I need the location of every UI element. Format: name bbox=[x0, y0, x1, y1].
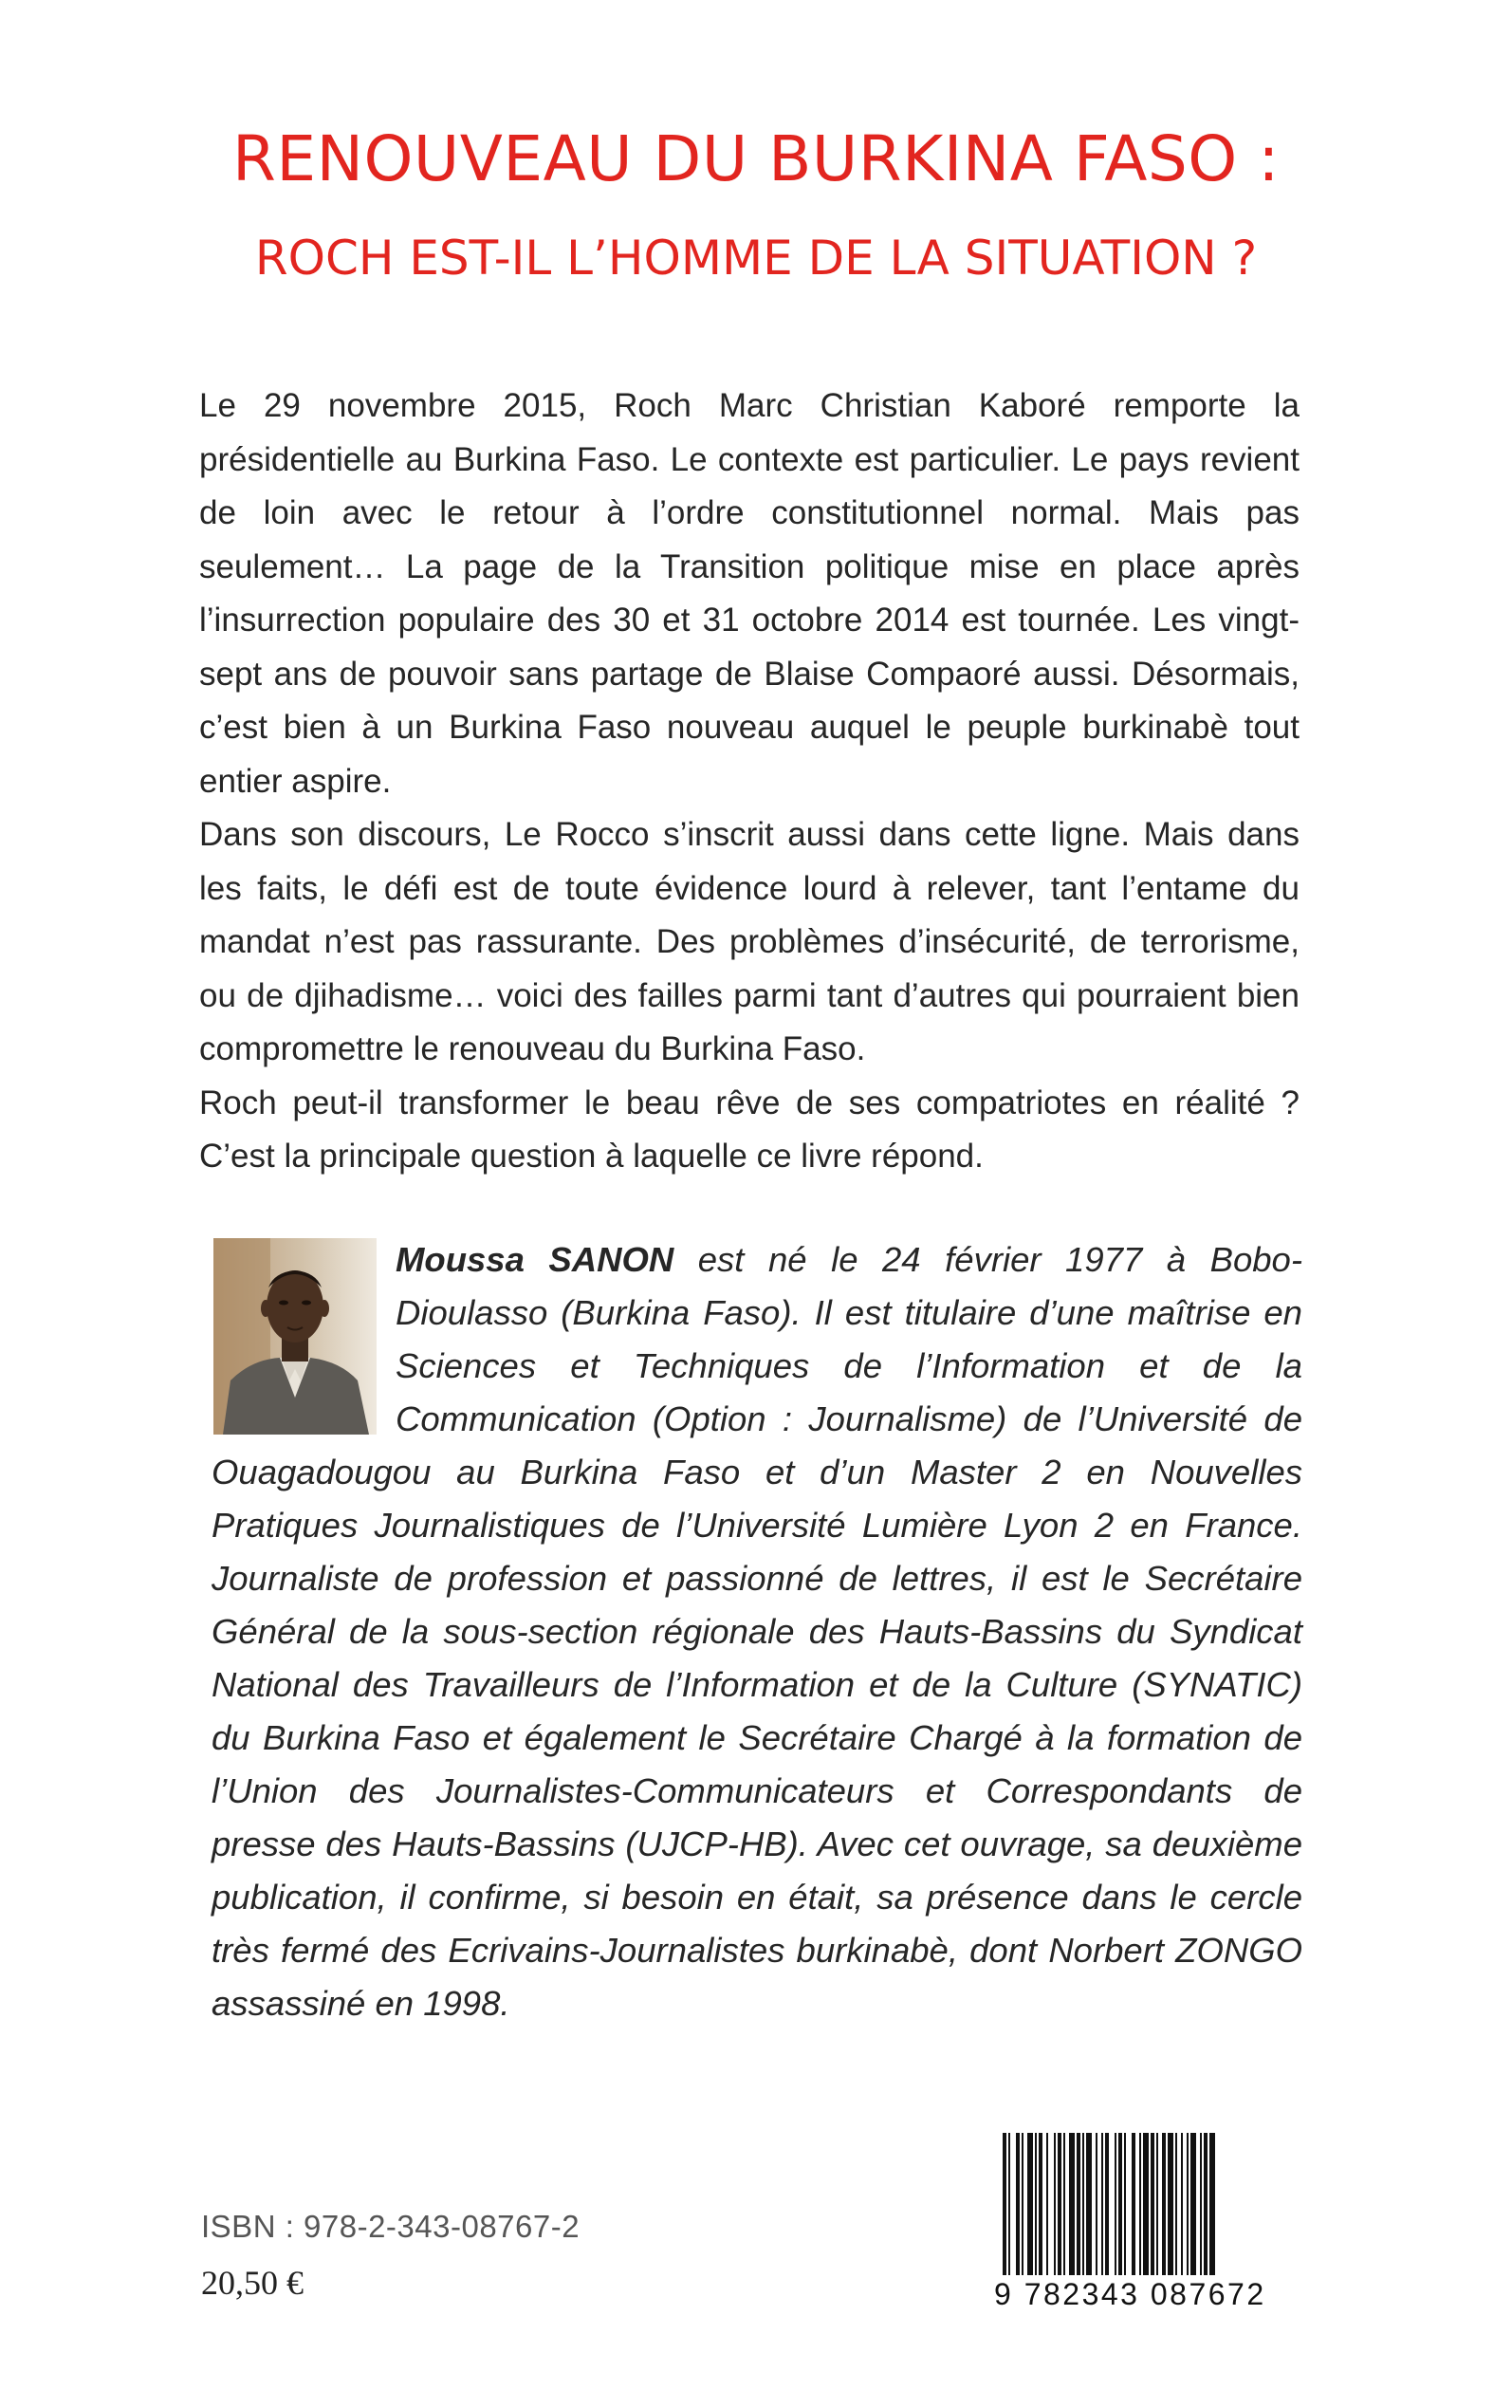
barcode-bar bbox=[1118, 2133, 1122, 2275]
barcode-bar bbox=[1187, 2133, 1189, 2275]
book-title: RENOUVEAU DU BURKINA FASO : bbox=[232, 122, 1280, 195]
barcode-bar bbox=[1027, 2133, 1033, 2275]
book-summary bbox=[199, 380, 1300, 1184]
barcode-bar bbox=[1200, 2133, 1202, 2275]
barcode-bar bbox=[1054, 2133, 1056, 2275]
barcode-bar bbox=[1162, 2133, 1166, 2275]
barcode-bar bbox=[1016, 2133, 1020, 2275]
summary-paragraph-1: Le 29 novembre 2015, Roch Marc Christian Kaboré remporte la présidentielle au Burkina Faso. Le contexte est particulier. Le pays revient de loin avec le retour à l’ordre constitutionnel normal. Mais pas seulement… La page de la Transition politique mise en place après l’insurrection populaire des 30 et 31 octobre 2014 est tournée. Les vingt-sept ans de pouvoir sans partage de Blaise Compaoré aussi. Désormais, c’est bien à un Burkina Faso nouveau auquel le peuple burkinabè tout entier aspire. bbox=[199, 387, 1300, 800]
barcode-bar bbox=[1156, 2133, 1158, 2275]
barcode-bar bbox=[1101, 2133, 1103, 2275]
barcode-bar bbox=[1022, 2133, 1023, 2275]
barcode-bar bbox=[1063, 2133, 1065, 2275]
barcode-bar bbox=[1124, 2133, 1126, 2275]
barcode-bar bbox=[1132, 2133, 1135, 2275]
barcode-bar bbox=[1181, 2133, 1183, 2275]
barcode-digits: 9 782343 087672 bbox=[994, 2277, 1266, 2311]
barcode-bar bbox=[1209, 2133, 1215, 2275]
barcode-bar bbox=[1069, 2133, 1075, 2275]
barcode-bar bbox=[1190, 2133, 1196, 2275]
barcode-bar bbox=[1151, 2133, 1154, 2275]
barcode-bar bbox=[1086, 2133, 1092, 2275]
author-photo bbox=[213, 1238, 377, 1435]
barcode-bar bbox=[1077, 2133, 1080, 2275]
book-subtitle: ROCH EST-IL L’HOMME DE LA SITUATION ? bbox=[254, 231, 1258, 286]
barcode-bar bbox=[1175, 2133, 1177, 2275]
author-name: Moussa SANON bbox=[396, 1240, 674, 1279]
barcode-bar bbox=[1003, 2133, 1006, 2275]
summary-paragraph-2: Dans son discours, Le Rocco s’inscrit aussi dans cette ligne. Mais dans les faits, le défi est de toute évidence lourd à relever, tant l’entame du mandat n’est pas rassurante. Des problèmes d’insécurité, de terrorisme, ou de djihadisme… voici des failles parmi tant d’autres qui pourraient bien compromettre le renouveau du Burkina Faso. bbox=[199, 816, 1300, 1067]
isbn: ISBN : 978-2-343-08767-2 bbox=[201, 2209, 581, 2244]
barcode-bar bbox=[1115, 2133, 1116, 2275]
barcode-bar bbox=[1096, 2133, 1097, 2275]
barcode-bar bbox=[1008, 2133, 1010, 2275]
barcode-bar bbox=[1105, 2133, 1109, 2275]
barcode-bar bbox=[1039, 2133, 1042, 2275]
barcode-bar bbox=[1058, 2133, 1061, 2275]
barcode-bar bbox=[1046, 2133, 1048, 2275]
summary-paragraph-3: Roch peut-il transformer le beau rêve de ses compatriotes en réalité ? C’est la principale question à laquelle ce livre répond. bbox=[199, 1084, 1300, 1175]
barcode-bar bbox=[1204, 2133, 1208, 2275]
barcode-bar bbox=[1082, 2133, 1084, 2275]
barcode-bar bbox=[1143, 2133, 1149, 2275]
author-bio-text: est né le 24 février 1977 à Bobo-Dioulasso (Burkina Faso). Il est titulaire d’une maîtrise en Sciences et Techniques de l’Information et de la Communication (Option : Journalisme) de l’Université de Ouagadougou au Burkina Faso et d’un Master 2 en Nouvelles Pratiques Journalistiques de l’Université Lumière Lyon 2 en France. Journaliste de profession et passionné de lettres, il est le Secrétaire Général de la sous-section régionale des Hauts-Bassins du Syndicat National des Travailleurs de l’Information et de la Culture (SYNATIC) du Burkina Faso et également le Secrétaire Chargé à la formation de l’Union des Journalistes-Communicateurs et Correspondants de presse des Hauts-Bassins (UJCP-HB). Avec cet ouvrage, sa deuxième publication, il confirme, si besoin en était, sa présence dans le cercle très fermé des Ecrivains-Journalistes burkinabè, dont Norbert ZONGO assassiné en 1998. bbox=[212, 1240, 1302, 2023]
barcode-bar bbox=[1139, 2133, 1141, 2275]
price: 20,50 € bbox=[201, 2264, 304, 2302]
barcode-bar bbox=[1035, 2133, 1037, 2275]
barcode-bar bbox=[1168, 2133, 1173, 2275]
